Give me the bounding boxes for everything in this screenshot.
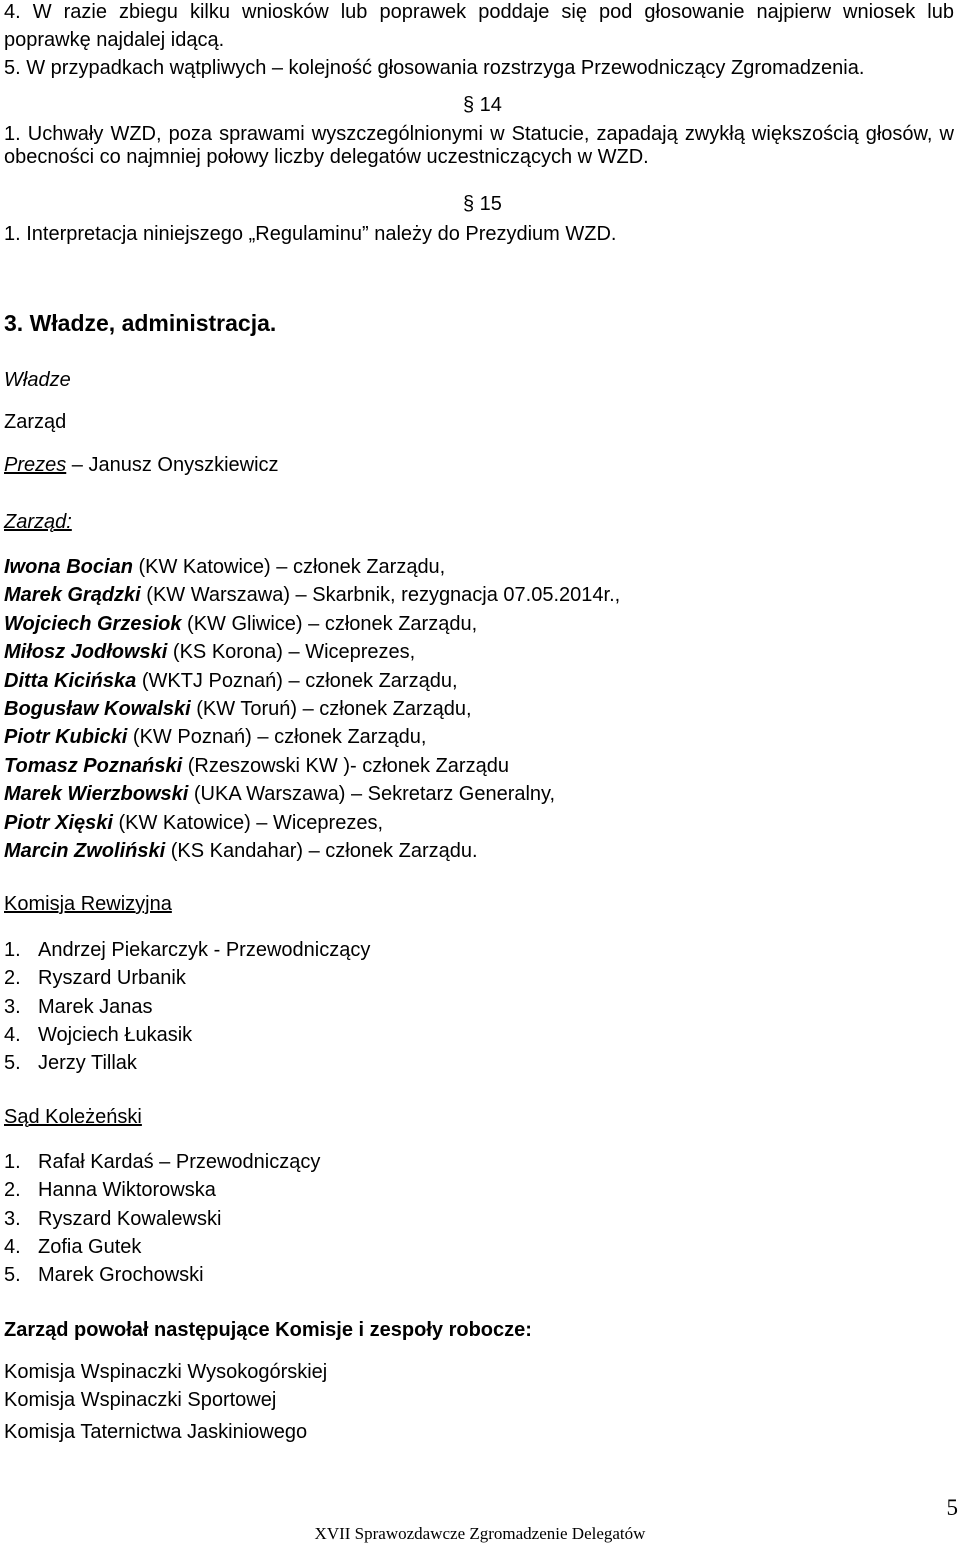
member-name: Wojciech Grzesiok: [4, 612, 182, 635]
member-row: [4, 610, 620, 638]
komisja-item: Komisja Wspinaczki Sportowej: [4, 1389, 277, 1411]
member-role: (KS Kandahar) – członek Zarządu.: [165, 840, 478, 863]
section-15-item-1: 1. Interpretacja niniejszego „Regulaminu” należy do Prezydium WZD.: [4, 223, 617, 245]
section-15-label: § 15: [463, 193, 502, 215]
intro-block: [4, 0, 954, 82]
zarzad-heading: Zarząd: [4, 411, 67, 433]
member-name: Marek Grądzki: [4, 584, 141, 607]
member-role: (KW Warszawa) – Skarbnik, rezygnacja 07.05.2014r.,: [140, 584, 621, 607]
prezes-line: [4, 454, 279, 477]
member-row: [4, 553, 620, 581]
member-name: Bogusław Kowalski: [4, 698, 191, 721]
sad-kolezenski-list: [4, 1148, 320, 1289]
list-item: 1. Andrzej Piekarczyk - Przewodniczący: [4, 939, 371, 961]
member-row: [4, 695, 620, 723]
prezes-name: Janusz Onyszkiewicz: [88, 454, 279, 476]
member-row: [4, 780, 620, 808]
member-row: [4, 723, 620, 751]
member-name: Piotr Kubicki: [4, 726, 128, 749]
list-item: 2. Ryszard Urbanik: [4, 967, 186, 990]
section-14-item-1: 1. Uchwały WZD, poza sprawami wyszczególnionymi w Statucie, zapadają zwykłą większością głosów, w obecności co najmniej połowy liczby delegatów uczestniczących w WZD.: [4, 123, 954, 168]
member-row: [4, 809, 620, 837]
member-row: [4, 581, 620, 609]
list-item: 4. Wojciech Łukasik: [4, 1023, 193, 1046]
member-role: (KW Toruń) – członek Zarządu,: [190, 698, 472, 721]
member-name: Ditta Kicińska: [4, 669, 137, 692]
member-role: (UKA Warszawa) – Sekretarz Generalny,: [188, 783, 556, 806]
list-item: 5. Marek Grochowski: [4, 1264, 204, 1287]
member-name: Piotr Xięski: [4, 811, 113, 834]
member-row: [4, 837, 620, 865]
member-name: Iwona Bocian: [4, 556, 133, 578]
zarzad-members-list: [4, 553, 620, 865]
sad-kolezenski-heading: Sąd Koleżeński: [4, 1106, 142, 1128]
list-item: 4. Zofia Gutek: [4, 1235, 142, 1258]
komisja-rewizyjna-heading: Komisja Rewizyjna: [4, 893, 172, 915]
section-14-label: § 14: [463, 94, 502, 116]
member-role: (KW Katowice) – Wiceprezes,: [112, 811, 384, 834]
member-row: [4, 752, 620, 780]
member-name: Marcin Zwoliński: [4, 840, 166, 863]
page-footer: XVII Sprawozdawcze Zgromadzenie Delegatów: [314, 1524, 646, 1543]
list-item: 2. Hanna Wiktorowska: [4, 1179, 216, 1202]
komisje-heading: Zarząd powołał następujące Komisje i zespoły robocze:: [4, 1319, 532, 1341]
prezes-label: Prezes: [4, 454, 67, 476]
komisja-item: Komisja Taternictwa Jaskiniowego: [4, 1421, 308, 1443]
member-role: (KW Poznań) – członek Zarządu,: [127, 726, 427, 749]
zarzad-members-heading: Zarząd:: [4, 511, 72, 533]
list-item: 5. Jerzy Tillak: [4, 1052, 137, 1075]
intro-item-4: 4. W razie zbiegu kilku wniosków lub poprawek poddaje się pod głosowanie najpierw wniosek lub poprawkę najdalej idącą.: [4, 1, 954, 51]
member-role: (KW Gliwice) – członek Zarządu,: [181, 612, 478, 635]
wladze-heading: Władze: [4, 369, 71, 391]
member-name: Tomasz Poznański: [4, 754, 183, 777]
member-name: Miłosz Jodłowski: [4, 641, 168, 664]
member-role: (Rzeszowski KW )- członek Zarządu: [182, 754, 509, 777]
member-row: [4, 667, 620, 695]
list-item: 1. Rafał Kardaś – Przewodniczący: [4, 1151, 321, 1173]
member-role: (KW Katowice) – członek Zarządu,: [132, 556, 446, 578]
komisja-item: Komisja Wspinaczki Wysokogórskiej: [4, 1361, 328, 1383]
komisja-rewizyjna-list: [4, 936, 370, 1077]
member-name: Marek Wierzbowski: [4, 783, 189, 806]
list-item: 3. Marek Janas: [4, 995, 153, 1018]
chapter-heading: 3. Władze, administracja.: [4, 310, 277, 336]
member-role: (WKTJ Poznań) – członek Zarządu,: [136, 669, 458, 692]
member-role: (KS Korona) – Wiceprezes,: [167, 641, 416, 664]
list-item: 3. Ryszard Kowalewski: [4, 1207, 222, 1230]
page-number: 5: [946, 1495, 958, 1520]
prezes-separator: –: [66, 454, 89, 476]
intro-item-5: 5. W przypadkach wątpliwych – kolejność głosowania rozstrzyga Przewodniczący Zgromadzenia.: [4, 57, 865, 79]
member-row: [4, 638, 620, 666]
